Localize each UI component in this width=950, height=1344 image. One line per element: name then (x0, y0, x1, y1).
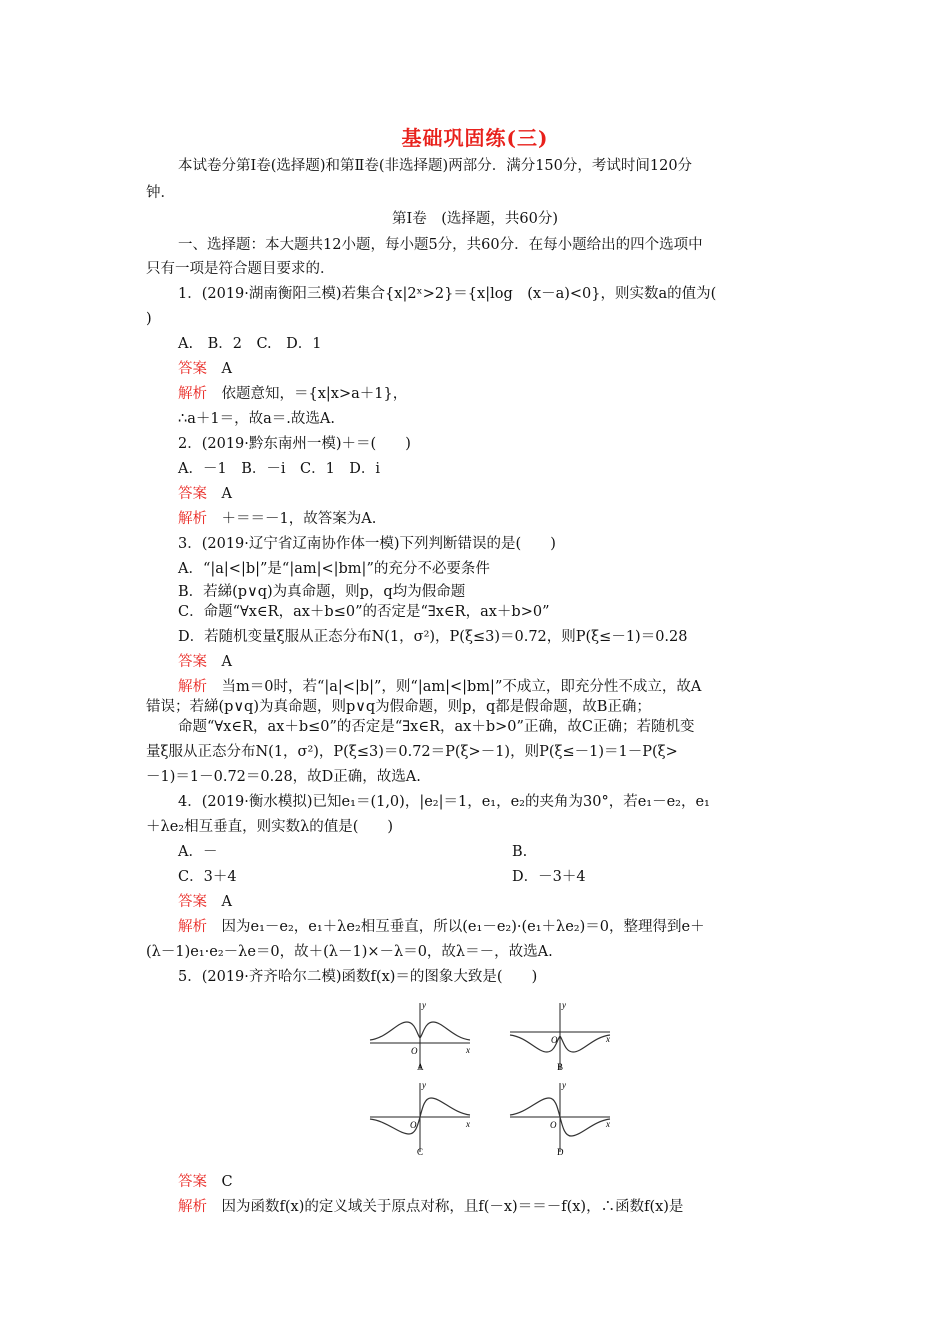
q4-option-c: C．3＋4 (178, 869, 237, 885)
q1-analysis-2: ∴a＋1＝，故a＝.故选A. (178, 411, 335, 427)
q1-options: A. B．2 C. D．1 (178, 336, 322, 352)
q3-analysis-4: 量ξ服从正态分布N(1，σ²)，P(ξ≤3)＝0.72＝P(ξ>－1)，则P(ξ≤－1)＝1－P(ξ> (146, 744, 678, 760)
q4-analysis-2: (λ－1)e₁·e₂－λe＝0，故＋(λ－1)×－λ＝0，故λ＝－，故选A. (146, 944, 553, 960)
q1-analysis-1 (178, 384, 407, 404)
graph-a-x-label: x (466, 1045, 470, 1055)
q3-answer (178, 652, 232, 672)
graph-d-label: D (557, 1147, 564, 1157)
section-heading: 第Ⅰ卷 (选择题，共60分) (392, 211, 558, 227)
q4-option-d: D．－3＋4 (512, 869, 586, 885)
q3-option-d: D．若随机变量ξ服从正态分布N(1，σ²)，P(ξ≤3)＝0.72，则P(ξ≤－1)＝0.28 (178, 629, 688, 645)
graph-a-y-label: y (422, 1000, 426, 1010)
q2-analysis-text: ＋＝＝－1，故答案为A. (221, 511, 377, 527)
q3-analysis-text-1: 当m＝0时，若“|a|<|b|”，则“|am|<|bm|”不成立，即充分性不成立，故A (221, 679, 702, 695)
q5-analysis-text: 因为函数f(x)的定义域关于原点对称，且f(－x)＝＝－f(x)，∴函数f(x)是 (221, 1199, 684, 1215)
q4-answer-value: A (221, 894, 232, 910)
graph-d-origin: O (550, 1120, 557, 1130)
q3-analysis-5: －1)＝1－0.72＝0.28，故D正确，故选A. (146, 769, 421, 785)
part-1-line-2: 只有一项是符合题目要求的． (146, 261, 335, 277)
graph-a-origin: O (411, 1046, 418, 1056)
q4-option-a: A．－ (178, 844, 218, 860)
analysis-label: 解析 (178, 919, 207, 935)
graph-d-y-label: y (562, 1080, 566, 1090)
q5-analysis (178, 1197, 683, 1217)
q3-analysis-1 (178, 677, 701, 697)
q1-analysis-text-1: 依题意知，＝{x|x>a＋1}， (221, 386, 408, 402)
graph-b-label: B (557, 1062, 564, 1072)
q4-stem-line-1: 4．(2019·衡水模拟)已知e₁＝(1,0)，|e₂|＝1，e₁，e₂的夹角为30°，若e₁－e₂，e₁ (178, 794, 710, 810)
q4-analysis-1 (178, 917, 705, 937)
q2-analysis (178, 509, 376, 529)
graph-d (505, 1080, 615, 1160)
graph-d-x-label: x (606, 1119, 610, 1129)
analysis-label: 解析 (178, 386, 207, 402)
graph-c-x-label: x (466, 1119, 470, 1129)
q3-analysis-2: 错误；若綈(p∨q)为真命题，则p∨q为假命题，则p，q都是假命题，故B正确； (146, 699, 651, 715)
answer-label: 答案 (178, 361, 207, 377)
q4-answer (178, 892, 232, 912)
q3-option-b: B．若綈(p∨q)为真命题，则p，q均为假命题 (178, 584, 466, 600)
answer-label: 答案 (178, 486, 207, 502)
answer-label: 答案 (178, 1174, 207, 1190)
q2-answer-value: A (221, 486, 232, 502)
graph-c-origin: O (410, 1120, 417, 1130)
analysis-label: 解析 (178, 511, 207, 527)
q4-stem-line-2: ＋λe₂相互垂直，则实数λ的值是( ) (146, 819, 394, 835)
q4-option-b: B. (512, 844, 528, 860)
q1-answer-value: A (221, 361, 232, 377)
graph-b-origin: O (551, 1035, 558, 1045)
q4-analysis-text-1: 因为e₁－e₂，e₁＋λe₂相互垂直，所以(e₁－e₂)·(e₁＋λe₂)＝0，整理得到e＋ (221, 919, 705, 935)
q5-answer-value: C (221, 1174, 233, 1190)
graph-c-y-label: y (422, 1080, 426, 1090)
q2-options: A．－1 B．－i C．1 D．i (178, 461, 381, 477)
q5-graph-options (365, 1000, 610, 1160)
graph-c-label: C (417, 1147, 424, 1157)
q2-answer (178, 484, 232, 504)
intro-line-1: 本试卷分第Ⅰ卷(选择题)和第Ⅱ卷(非选择题)两部分．满分150分，考试时间120分 (178, 158, 693, 174)
intro-line-2: 钟． (146, 185, 175, 201)
q3-option-a: A．“|a|<|b|”是“|am|<|bm|”的充分不必要条件 (178, 561, 490, 577)
graph-c (365, 1080, 475, 1160)
graph-b-y-label: y (562, 1000, 566, 1010)
q1-answer (178, 359, 232, 379)
q3-option-c: C．命题“∀x∈R，ax＋b≤0”的否定是“∃x∈R，ax＋b>0” (178, 604, 550, 620)
graph-a-label: A (417, 1062, 424, 1072)
graph-b (505, 1000, 615, 1075)
q5-answer (178, 1172, 233, 1192)
q5-stem: 5．(2019·齐齐哈尔二模)函数f(x)＝的图象大致是( ) (178, 969, 538, 985)
q2-stem: 2．(2019·黔东南州一模)＋＝( ) (178, 436, 411, 452)
q1-stem-line-1: 1．(2019·湖南衡阳三模)若集合{x|2ˣ>2}＝{x|log (x－a)<0}，则实数a的值为( (178, 286, 717, 302)
analysis-label: 解析 (178, 679, 207, 695)
answer-label: 答案 (178, 654, 207, 670)
q1-stem-line-2: ) (146, 311, 152, 327)
q3-answer-value: A (221, 654, 232, 670)
q3-analysis-3: 命题“∀x∈R，ax＋b≤0”的否定是“∃x∈R，ax＋b>0”正确，故C正确；若随机变 (178, 719, 695, 735)
page-title: 基础巩固练(三) (401, 126, 549, 150)
part-1-line-1: 一、选择题：本大题共12小题，每小题5分，共60分．在每小题给出的四个选项中 (178, 237, 703, 253)
graph-a (365, 1000, 475, 1075)
answer-label: 答案 (178, 894, 207, 910)
q3-stem: 3．(2019·辽宁省辽南协作体一模)下列判断错误的是( ) (178, 536, 556, 552)
graph-b-x-label: x (606, 1034, 610, 1044)
analysis-label: 解析 (178, 1199, 207, 1215)
